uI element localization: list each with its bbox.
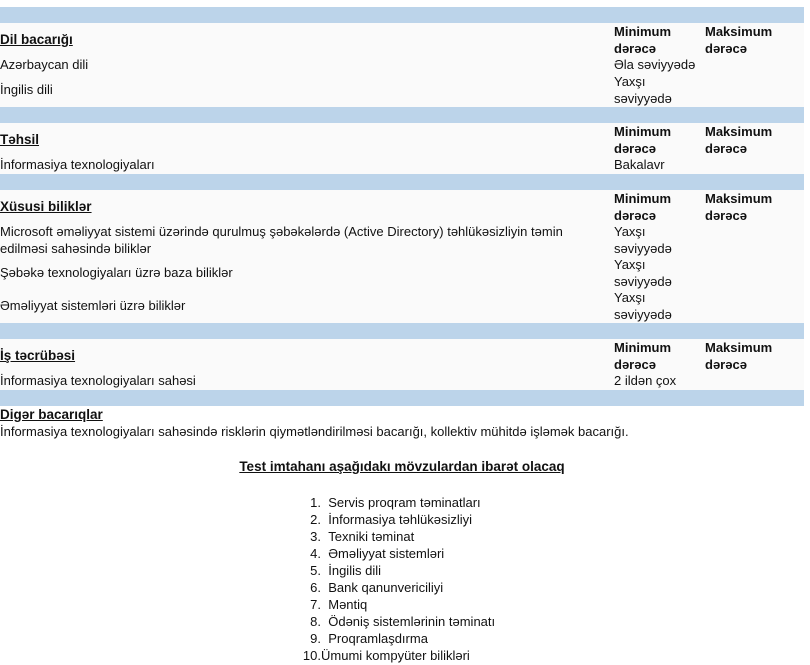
topic-label: Bank qanunvericiliyi (328, 580, 444, 595)
other-section-title: Digər bacarıqlar (0, 407, 103, 422)
test-topics-list (300, 494, 495, 664)
list-item: 2. İnformasiya təhlükəsizliyi (310, 512, 473, 527)
topic-label: Ödəniş sistemlərinin təminatı (328, 614, 496, 629)
language-row-min: Əla səviyyədə (614, 57, 696, 72)
language-section-title: Dil bacarığı (0, 32, 73, 47)
education-min-header: Minimum dərəcə (614, 124, 672, 156)
list-item: 6. Bank qanunvericiliyi (310, 580, 444, 595)
language-row-label: Azərbaycan dili (0, 57, 89, 72)
topic-label: Ümumi kompyüter bilikləri (321, 648, 470, 663)
list-item: 7. Məntiq (310, 597, 368, 612)
list-item: 3. Texniki təminat (310, 529, 415, 544)
separator-bar (0, 390, 804, 406)
special-row-min: Yaxşı səviyyədə (614, 290, 672, 322)
topic-label: İngilis dili (328, 563, 381, 578)
separator-bar (0, 174, 804, 190)
language-row-min: Yaxşı səviyyədə (614, 74, 672, 106)
special-section-title: Xüsusi biliklər (0, 199, 92, 214)
separator-bar (0, 323, 804, 339)
topic-label: İnformasiya təhlükəsizliyi (328, 512, 473, 527)
special-max-header: Maksimum dərəcə (705, 191, 773, 223)
topic-label: Servis proqram təminatları (328, 495, 481, 510)
topic-label: Texniki təminat (328, 529, 415, 544)
separator-bar (0, 7, 804, 23)
list-item: 4. Əməliyyat sistemləri (310, 546, 445, 561)
list-item: 9. Proqramlaşdırma (310, 631, 428, 646)
other-section-text: İnformasiya texnologiyaları sahəsində risklərin qiymətləndirilməsi bacarığı, kollektiv mühitdə işləmək bacarığı. (0, 424, 629, 439)
education-row-min: Bakalavr (614, 157, 665, 172)
separator-bar (0, 107, 804, 123)
education-row-label: İnformasiya texnologiyaları (0, 157, 155, 172)
experience-row-min: 2 ildən çox (614, 373, 677, 388)
special-row-min: Yaxşı səviyyədə (614, 224, 672, 256)
special-row-label: Microsoft əməliyyat sistemi üzərində qurulmuş şəbəkələrdə (Active Directory) təhlükəsizliyin təmin edilməsi sahəsində biliklər (0, 224, 563, 256)
topic-label: Məntiq (328, 597, 368, 612)
test-title: Test imtahanı aşağıdakı mövzulardan ibarət olacaq (239, 459, 565, 474)
topic-label: Əməliyyat sistemləri (328, 546, 445, 561)
special-row-label: Əməliyyat sistemləri üzrə biliklər (0, 298, 186, 313)
special-min-header: Minimum dərəcə (614, 191, 672, 223)
list-item: 10.Ümumi kompyüter bilikləri (302, 648, 470, 663)
experience-max-header: Maksimum dərəcə (705, 340, 773, 372)
list-item: 8. Ödəniş sistemlərinin təminatı (310, 614, 496, 629)
language-min-header: Minimum dərəcə (614, 24, 672, 56)
list-item: 1. Servis proqram təminatları (310, 495, 481, 510)
education-max-header: Maksimum dərəcə (705, 124, 773, 156)
special-row-min: Yaxşı səviyyədə (614, 257, 672, 289)
list-item: 5. İngilis dili (310, 563, 381, 578)
experience-min-header: Minimum dərəcə (614, 340, 672, 372)
experience-row-label: İnformasiya texnologiyaları sahəsi (0, 373, 196, 388)
special-row-label: Şəbəkə texnologiyaları üzrə baza biliklər (0, 265, 233, 280)
topic-label: Proqramlaşdırma (328, 631, 428, 646)
education-section-title: Təhsil (0, 132, 40, 147)
experience-section-title: İş təcrübəsi (0, 348, 76, 363)
language-max-header: Maksimum dərəcə (705, 24, 773, 56)
language-row-label: İngilis dili (0, 82, 53, 97)
